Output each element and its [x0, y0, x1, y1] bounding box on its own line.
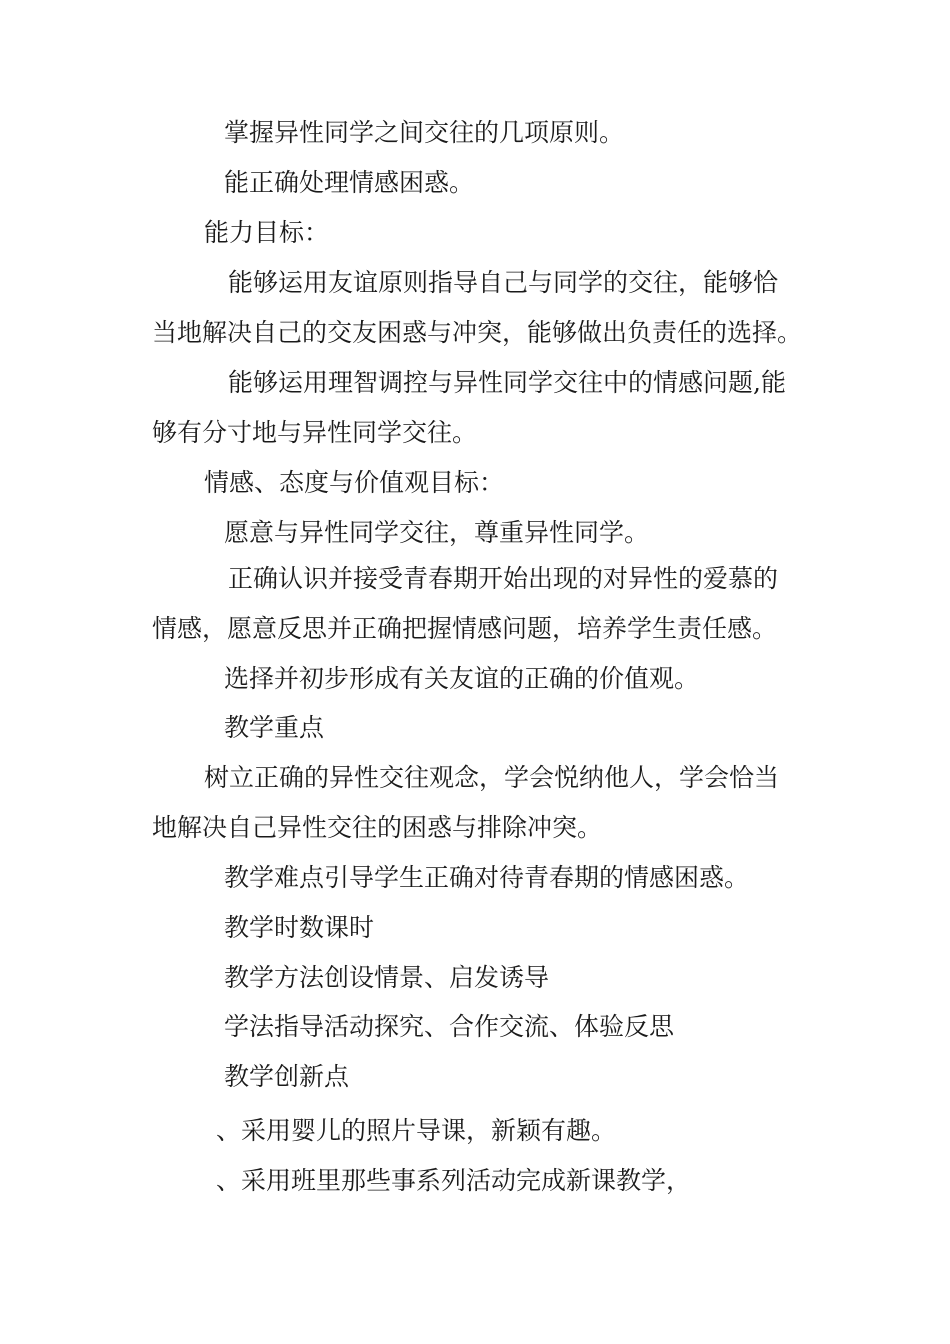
text-line: 选择并初步形成有关友谊的正确的价值观。	[224, 664, 700, 693]
text-line: 正确认识并接受青春期开始出现的对异性的爱慕的	[228, 564, 779, 593]
text-line: 能正确处理情感困惑。	[224, 168, 475, 197]
text-line: 能够运用友谊原则指导自己与同学的交往，能够恰	[228, 268, 779, 297]
section-heading: 情感、态度与价值观目标：	[204, 468, 505, 497]
text-line: 够有分寸地与异性同学交往。	[152, 418, 478, 447]
section-heading: 教学重点	[224, 713, 325, 742]
section-heading: 教学创新点	[224, 1062, 350, 1091]
text-line: 掌握异性同学之间交往的几项原则。	[224, 118, 625, 147]
text-line: 学法指导活动探究、合作交流、体验反思	[224, 1012, 675, 1041]
text-line: 教学难点引导学生正确对待青春期的情感困惑。	[224, 863, 750, 892]
list-item: 、采用婴儿的照片导课，新颖有趣。	[216, 1116, 617, 1145]
section-heading: 能力目标：	[204, 218, 330, 247]
text-line: 能够运用理智调控与异性同学交往中的情感问题,能	[228, 368, 786, 397]
text-line: 情感，愿意反思并正确把握情感问题，培养学生责任感。	[152, 614, 778, 643]
text-line: 教学时数课时	[224, 913, 375, 942]
text-line: 教学方法创设情景、启发诱导	[224, 963, 550, 992]
list-item: 、采用班里那些事系列活动完成新课教学，	[216, 1166, 692, 1195]
text-line: 树立正确的异性交往观念，学会悦纳他人，学会恰当	[204, 763, 780, 792]
text-line: 地解决自己异性交往的困惑与排除冲突。	[152, 813, 603, 842]
text-line: 愿意与异性同学交往，尊重异性同学。	[224, 518, 650, 547]
text-line: 当地解决自己的交友困惑与冲突，能够做出负责任的选择。	[152, 318, 803, 347]
